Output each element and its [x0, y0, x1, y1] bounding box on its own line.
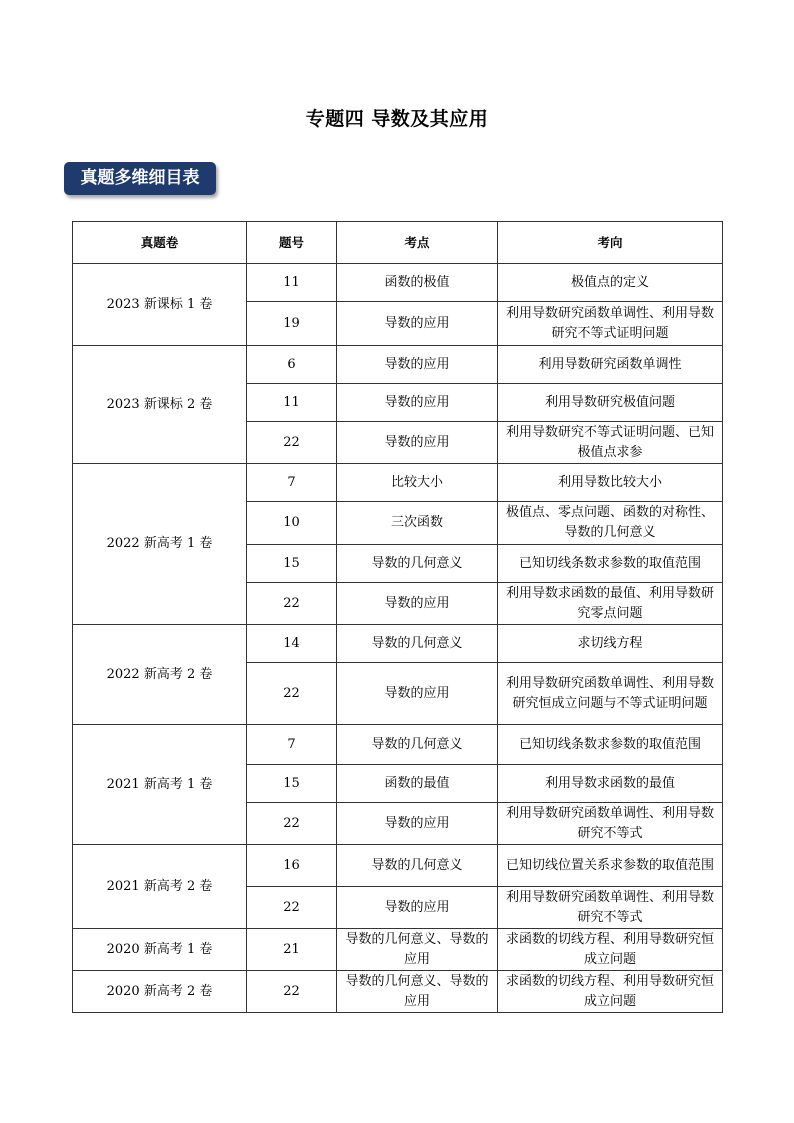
- exam-table: [72, 221, 723, 1013]
- cell-direction: 已知切线位置关系求参数的取值范围: [498, 845, 723, 887]
- cell-direction: 求函数的切线方程、利用导数研究恒成立问题: [498, 971, 723, 1013]
- cell-point: 导数的几何意义: [337, 625, 498, 663]
- cell-number: 22: [247, 663, 337, 725]
- cell-paper: 2022 新高考 2 卷: [73, 625, 247, 725]
- cell-number: 6: [247, 346, 337, 384]
- table-header-row: [73, 222, 723, 264]
- cell-point: 导数的应用: [337, 663, 498, 725]
- cell-number: 22: [247, 422, 337, 464]
- cell-point: 导数的几何意义、导数的应用: [337, 971, 498, 1013]
- cell-number: 22: [247, 887, 337, 929]
- cell-number: 11: [247, 384, 337, 422]
- cell-number: 19: [247, 302, 337, 346]
- table-row: [73, 845, 723, 887]
- cell-paper: 2020 新高考 1 卷: [73, 929, 247, 971]
- cell-paper: 2023 新课标 2 卷: [73, 346, 247, 464]
- cell-direction: 已知切线条数求参数的取值范围: [498, 725, 723, 765]
- cell-direction: 利用导数研究不等式证明问题、已知极值点求参: [498, 422, 723, 464]
- cell-direction: 利用导数求函数的最值: [498, 765, 723, 803]
- cell-number: 14: [247, 625, 337, 663]
- cell-point: 导数的应用: [337, 346, 498, 384]
- cell-number: 16: [247, 845, 337, 887]
- table-row: [73, 929, 723, 971]
- cell-number: 22: [247, 971, 337, 1013]
- cell-point: 导数的几何意义: [337, 545, 498, 583]
- cell-number: 21: [247, 929, 337, 971]
- cell-point: 导数的应用: [337, 803, 498, 845]
- cell-direction: 利用导数研究极值问题: [498, 384, 723, 422]
- header-direction: 考向: [498, 222, 723, 264]
- cell-direction: 已知切线条数求参数的取值范围: [498, 545, 723, 583]
- cell-direction: 利用导数研究函数单调性、利用导数研究不等式: [498, 887, 723, 929]
- cell-direction: 利用导数研究函数单调性: [498, 346, 723, 384]
- cell-point: 三次函数: [337, 502, 498, 545]
- cell-point: 导数的应用: [337, 302, 498, 346]
- cell-point: 函数的极值: [337, 264, 498, 302]
- cell-point: 导数的几何意义: [337, 725, 498, 765]
- cell-direction: 利用导数比较大小: [498, 464, 723, 502]
- cell-point: 导数的应用: [337, 583, 498, 625]
- cell-point: 导数的几何意义: [337, 845, 498, 887]
- page-title: 专题四 导数及其应用: [305, 108, 489, 130]
- table-row: [73, 346, 723, 384]
- cell-direction: 极值点、零点问题、函数的对称性、导数的几何意义: [498, 502, 723, 545]
- table-row: [73, 264, 723, 302]
- section-badge: 真题多维细目表: [64, 162, 216, 195]
- cell-number: 15: [247, 545, 337, 583]
- cell-point: 比较大小: [337, 464, 498, 502]
- cell-number: 7: [247, 464, 337, 502]
- cell-number: 7: [247, 725, 337, 765]
- cell-paper: 2023 新课标 1 卷: [73, 264, 247, 346]
- header-paper: 真题卷: [73, 222, 247, 264]
- table-row: [73, 625, 723, 663]
- cell-direction: 极值点的定义: [498, 264, 723, 302]
- cell-point: 函数的最值: [337, 765, 498, 803]
- cell-point: 导数的应用: [337, 384, 498, 422]
- cell-number: 22: [247, 583, 337, 625]
- table-row: [73, 464, 723, 502]
- cell-number: 11: [247, 264, 337, 302]
- cell-direction: 求函数的切线方程、利用导数研究恒成立问题: [498, 929, 723, 971]
- cell-direction: 利用导数求函数的最值、利用导数研究零点问题: [498, 583, 723, 625]
- cell-direction: 利用导数研究函数单调性、利用导数研究不等式证明问题: [498, 302, 723, 346]
- cell-point: 导数的几何意义、导数的应用: [337, 929, 498, 971]
- cell-paper: 2020 新高考 2 卷: [73, 971, 247, 1013]
- header-number: 题号: [247, 222, 337, 264]
- header-point: 考点: [337, 222, 498, 264]
- cell-point: 导数的应用: [337, 887, 498, 929]
- cell-paper: 2021 新高考 1 卷: [73, 725, 247, 845]
- cell-number: 15: [247, 765, 337, 803]
- cell-point: 导数的应用: [337, 422, 498, 464]
- table-row: [73, 725, 723, 765]
- table-row: [73, 971, 723, 1013]
- cell-direction: 利用导数研究函数单调性、利用导数研究不等式: [498, 803, 723, 845]
- cell-number: 22: [247, 803, 337, 845]
- cell-number: 10: [247, 502, 337, 545]
- cell-direction: 利用导数研究函数单调性、利用导数研究恒成立问题与不等式证明问题: [498, 663, 723, 725]
- cell-paper: 2022 新高考 1 卷: [73, 464, 247, 625]
- cell-paper: 2021 新高考 2 卷: [73, 845, 247, 929]
- cell-direction: 求切线方程: [498, 625, 723, 663]
